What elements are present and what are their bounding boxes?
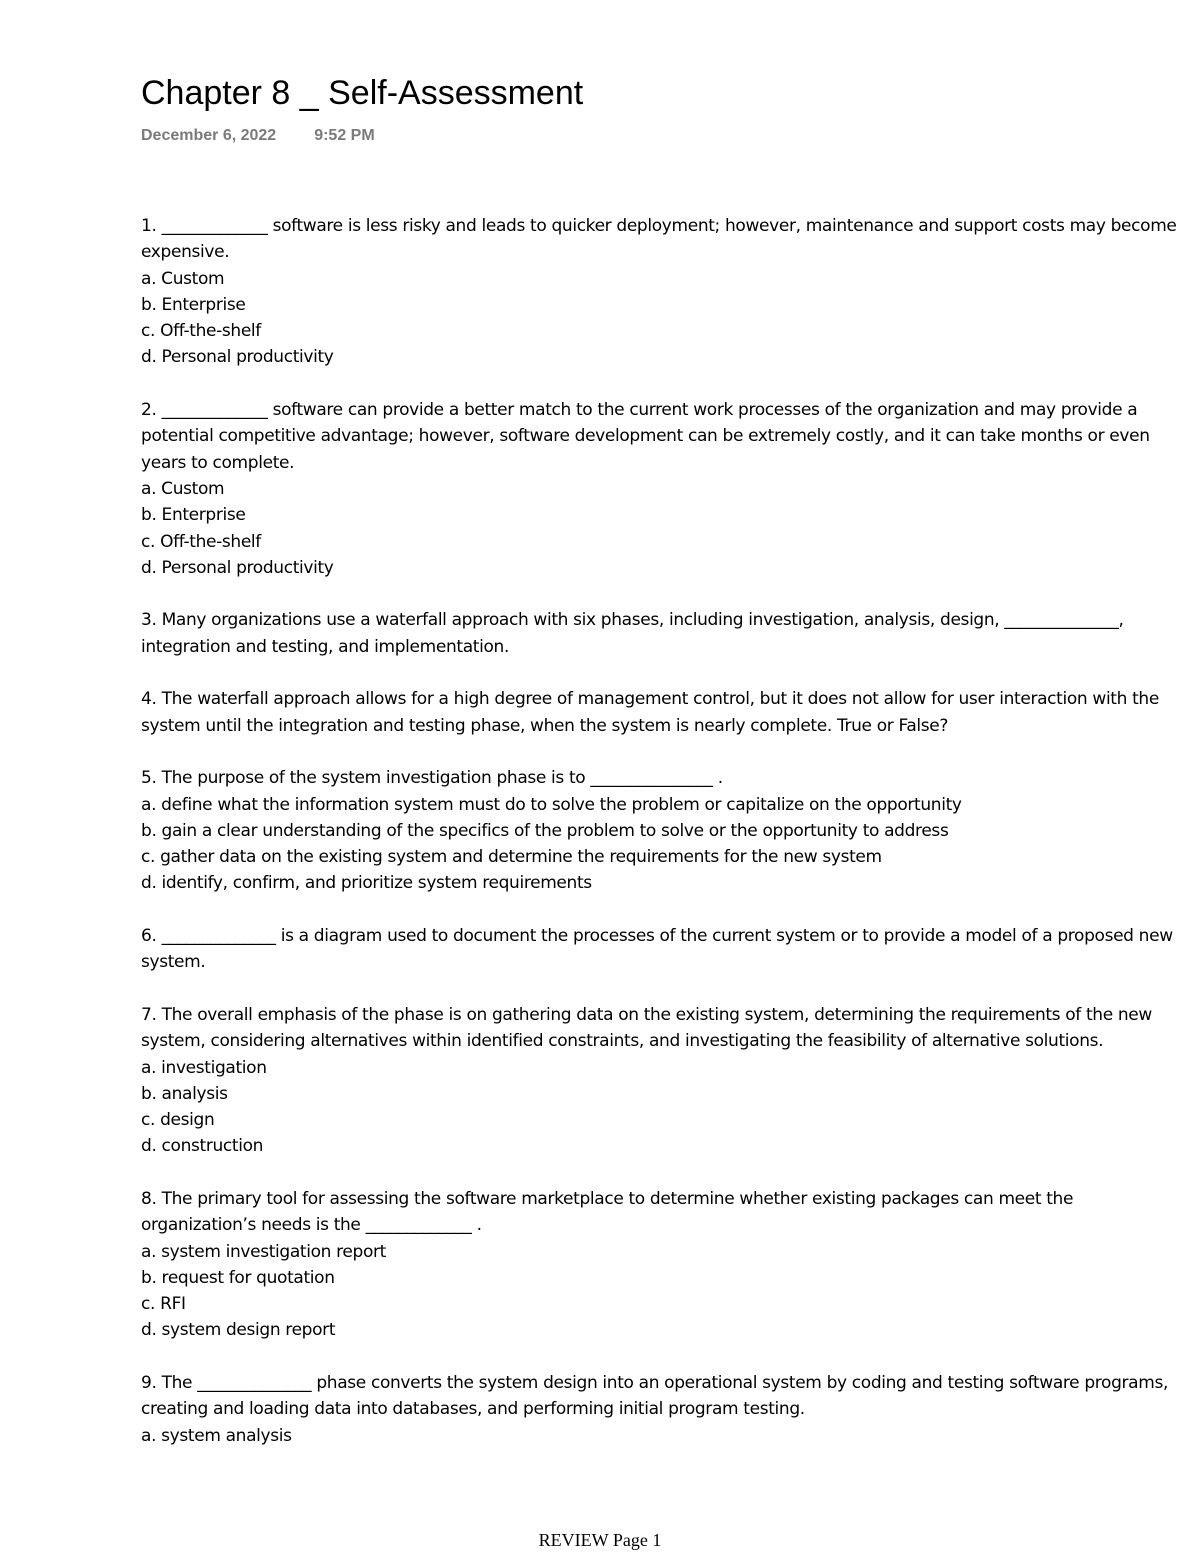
question-item [141, 1002, 1186, 1160]
question-list [141, 213, 1186, 1475]
question-text: 5. The purpose of the system investigation phase is to _______________ . [141, 768, 723, 789]
question-text: 7. The overall emphasis of the phase is on gathering data on the existing system, determining the requirements of the new system, considering alternatives within identified constraints, and investigating the feasibility of alternative solutions. [141, 1004, 1152, 1052]
answer-option: d. Personal productivity [141, 557, 334, 578]
answer-option: c. Off-the-shelf [141, 531, 261, 552]
answer-option: b. Enterprise [141, 294, 246, 315]
question-text: 8. The primary tool for assessing the software marketplace to determine whether existing packages can meet the organization’s needs is the _____________ . [141, 1188, 1074, 1236]
answer-option: c. Off-the-shelf [141, 321, 261, 342]
question-item [141, 765, 1186, 896]
answer-option: a. Custom [141, 478, 225, 499]
question-text: 2. _____________ software can provide a better match to the current work processes of the organization and may provide a potential competitive advantage; however, software development can be extremely costly, and it can take months or even years to complete. [141, 400, 1150, 473]
answer-option: b. Enterprise [141, 505, 246, 526]
answer-option: a. Custom [141, 268, 225, 289]
question-item [141, 213, 1186, 371]
note-date: December 6, 2022 [141, 127, 277, 144]
note-metadata [141, 127, 375, 145]
answer-option: c. RFI [141, 1294, 186, 1315]
question-item [141, 923, 1186, 976]
question-item [141, 686, 1186, 739]
note-time: 9:52 PM [314, 127, 375, 144]
answer-option: d. construction [141, 1136, 264, 1157]
answer-option: a. system analysis [141, 1425, 292, 1446]
question-text: 3. Many organizations use a waterfall approach with six phases, including investigation, analysis, design, ______________, integration and testing, and implementation. [141, 610, 1124, 657]
answer-option: a. investigation [141, 1057, 267, 1078]
answer-option: c. design [141, 1110, 215, 1131]
answer-option: a. define what the information system must do to solve the problem or capitalize on the opportunity [141, 794, 962, 815]
answer-option: b. request for quotation [141, 1267, 335, 1288]
question-item [141, 1186, 1186, 1344]
answer-option: a. system investigation report [141, 1241, 386, 1262]
answer-option: d. Personal productivity [141, 347, 334, 368]
question-item [141, 607, 1186, 660]
answer-option: b. gain a clear understanding of the specifics of the problem to solve or the opportunity to address [141, 820, 949, 841]
question-text: 9. The ______________ phase converts the system design into an operational system by coding and testing software programs, creating and loading data into databases, and performing initial program testing. [141, 1373, 1169, 1420]
question-item [141, 1370, 1186, 1449]
question-text: 1. _____________ software is less risky and leads to quicker deployment; however, maintenance and support costs may become expensive. [141, 216, 1177, 263]
question-item [141, 397, 1186, 581]
answer-option: c. gather data on the existing system and determine the requirements for the new system [141, 847, 882, 868]
page-footer: REVIEW Page 1 [538, 1530, 662, 1550]
answer-option: d. identify, confirm, and prioritize system requirements [141, 873, 592, 894]
answer-option: b. analysis [141, 1083, 228, 1104]
answer-option: d. system design report [141, 1320, 336, 1341]
question-text: 4. The waterfall approach allows for a high degree of management control, but it does not allow for user interaction with the system until the integration and testing phase, when the system is nearly complete. True or False? [141, 689, 1159, 736]
page-title: Chapter 8 _ Self-Assessment [141, 74, 584, 112]
question-text: 6. ______________ is a diagram used to document the processes of the current system or to provide a model of a proposed new system. [141, 926, 1173, 973]
